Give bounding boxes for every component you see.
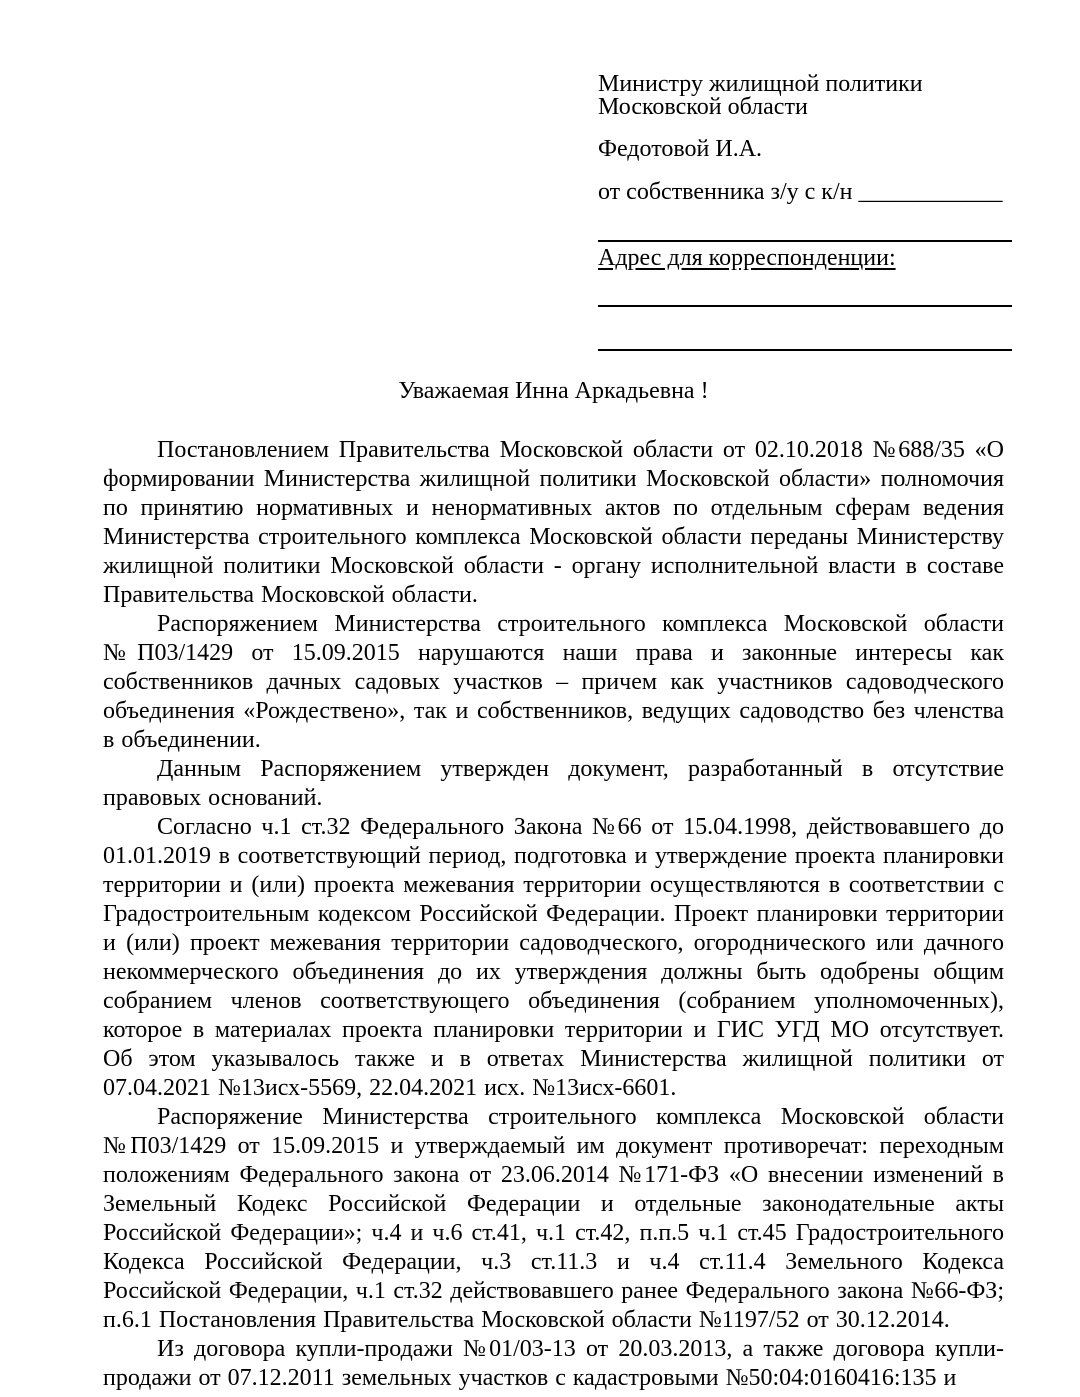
paragraph-2: Распоряжением Министерства строительного комплекса Московской области №П03/1429 от 15.09.2015 нарушаются наши права и законные интересы как собственников дачных садовых участков – причем как участников садоводческого объединения «Рождествено», так и собственников, ведущих садоводство без членства в объединении. — [103, 611, 1004, 753]
paragraph-6: Из договора купли-продажи №01/03-13 от 20.03.2013, а также договора купли-продажи от 07.12.2011 земельных участков с кадастровыми №50:04:0160416:135 и — [103, 1336, 1004, 1391]
letter-body — [103, 377, 1004, 1393]
addressee-ministry-line1: Министру жилищной политики — [598, 71, 923, 97]
addressee-ministry-line2: Московской области — [598, 94, 808, 120]
blank-fill-line-3 — [598, 349, 1012, 351]
blank-fill-line-1 — [598, 240, 1012, 242]
addressee-from-owner-line: от собственника з/у с к/н ____________ — [598, 179, 1003, 205]
blank-fill-line-2 — [598, 305, 1012, 307]
paragraph-5: Распоряжение Министерства строительного комплекса Московской области №П03/1429 от 15.09.2015 и утверждаемый им документ противоречат: переходным положениям Федерального закона от 23.06.2014 №171-ФЗ «О внесении изменений в Земельный Кодекс Российской Федерации и отдельные законодательные акты Российской Федерации»; ч.4 и ч.6 ст.41, ч.1 ст.42, п.п.5 ч.1 ст.45 Градостроительного Кодекса Российской Федерации, ч.3 ст.11.3 и ч.4 ст.11.4 Земельного Кодекса Российской Федерации, ч.1 ст.32 действовавшего ранее Федерального закона №66-ФЗ; п.6.1 Постановления Правительства Московской области №1197/52 от 30.12.2014. — [103, 1104, 1004, 1333]
salutation: Уважаемая Инна Аркадьевна ! — [398, 378, 709, 404]
correspondence-address-label: Адрес для корреспонденции: — [598, 245, 896, 271]
paragraph-3: Данным Распоряжением утвержден документ, разработанный в отсутствие правовых оснований. — [103, 756, 1004, 811]
paragraph-1: Постановлением Правительства Московской области от 02.10.2018 №688/35 «О формировании Министерства жилищной политики Московской области» полномочия по принятию нормативных и ненормативных актов по отдельным сферам ведения Министерства строительного комплекса Московской области переданы Министерству жилищной политики Московской области - органу исполнительной власти в составе Правительства Московской области. — [103, 437, 1004, 608]
paragraph-4: Согласно ч.1 ст.32 Федерального Закона №66 от 15.04.1998, действовавшего до 01.01.2019 в соответствующий период, подготовка и утверждение проекта планировки территории и (или) проекта межевания территории осуществляются в соответствии с Градостроительным кодексом Российской Федерации. Проект планировки территории и (или) проект межевания территории садоводческого, огороднического или дачного некоммерческого объединения до их утверждения должны быть одобрены общим собранием членов соответствующего объединения (собранием уполномоченных), которое в материалах проекта планировки территории и ГИС УГД МО отсутствует. Об этом указывалось также и в ответах Министерства жилищной политики от 07.04.2021 №13исх-5569, 22.04.2021 исх. №13исх-6601. — [103, 814, 1004, 1101]
addressee-recipient-name: Федотовой И.А. — [598, 136, 763, 162]
